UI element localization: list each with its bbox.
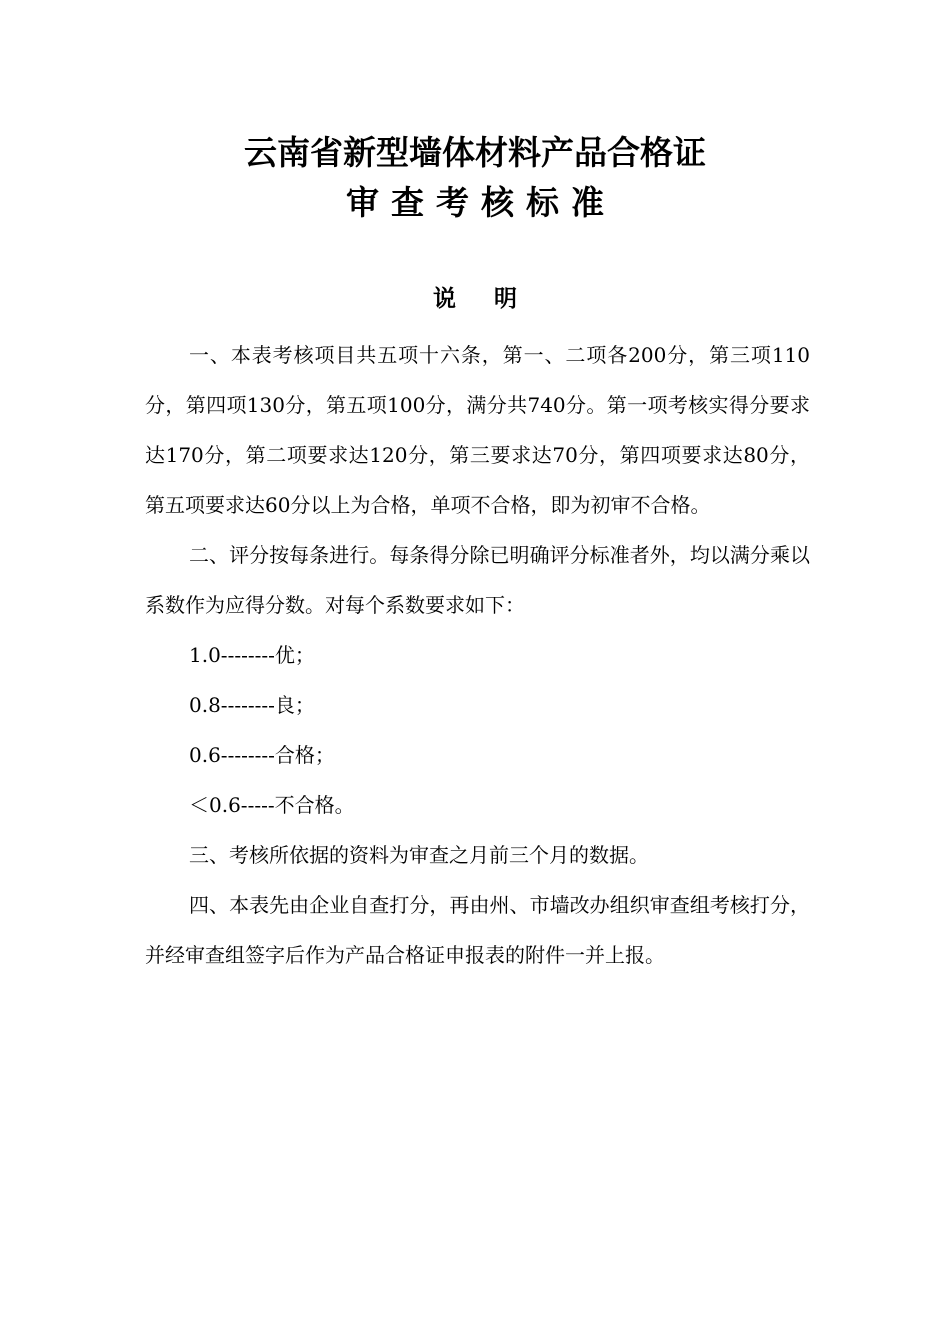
document-body: [145, 330, 810, 980]
paragraph-1: 一、本表考核项目共五项十六条，第一、二项各200分，第三项110分，第四项130分，第五项100分，满分共740分。第一项考核实得分要求达170分，第二项要求达120分，第三要求达70分，第四项要求达80分，第五项要求达60分以上为合格，单项不合格，即为初审不合格。: [145, 343, 810, 517]
section-heading: 说明: [433, 285, 555, 312]
coefficient-item: 0.8--------良；: [189, 693, 315, 717]
paragraph-2: 二、评分按每条进行。每条得分除已明确评分标准者外，均以满分乘以系数作为应得分数。对每个系数要求如下：: [145, 543, 810, 617]
coefficient-item: ＜0.6-----不合格。: [189, 793, 355, 817]
paragraph-3: 三、考核所依据的资料为审查之月前三个月的数据。: [189, 843, 649, 867]
paragraph-4: 四、本表先由企业自查打分，再由州、市墙改办组织审查组考核打分，并经审查组签字后作为产品合格证申报表的附件一并上报。: [145, 893, 810, 967]
coefficient-item: 1.0--------优；: [189, 643, 315, 667]
document-title-line2: 审查考核标准: [346, 183, 616, 222]
coefficient-item: 0.6--------合格；: [189, 743, 335, 767]
document-title-line1: 云南省新型墙体材料产品合格证: [244, 133, 706, 172]
